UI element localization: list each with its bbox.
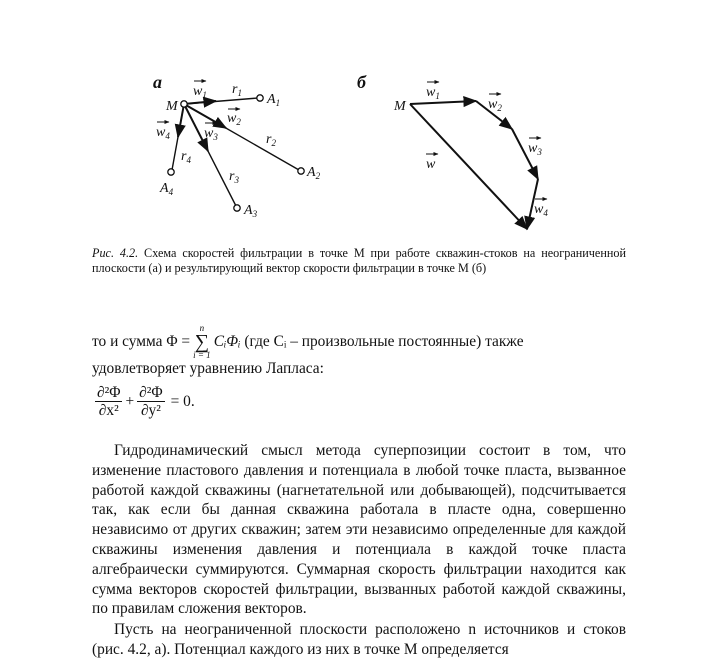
label-w1-b: $w_1$	[426, 85, 440, 101]
equation-rhs: = 0.	[170, 392, 195, 410]
frac2-numerator: ∂²Φ	[139, 384, 163, 401]
label-w4-b: $w_4$	[534, 202, 548, 218]
label-r4: $r_4$	[181, 149, 191, 165]
label-A2: $A_2$	[307, 165, 321, 181]
label-A3: $A_3$	[244, 203, 258, 219]
well-A1	[257, 95, 263, 101]
well-A4	[168, 169, 174, 175]
well-A2	[298, 168, 304, 174]
label-M-b: M	[394, 99, 406, 114]
panel-b	[357, 72, 548, 229]
paragraph-sources-sinks: Пусть на неограниченной плоскости расположено n источников и стоков (рис. 4.2, а). Потенциал каждого из них в точке M определяется	[92, 621, 626, 658]
label-w-b: w	[426, 157, 436, 172]
figure-4-2	[0, 0, 708, 240]
label-A1: $A_1$	[267, 92, 281, 108]
laplace-equation	[92, 384, 195, 419]
label-r3: $r_3$	[229, 169, 239, 185]
plus-sign: +	[125, 392, 135, 410]
label-A4: $A_4$	[160, 181, 174, 197]
frac2-denominator: ∂y²	[140, 402, 161, 419]
vector-w1	[184, 101, 216, 104]
panel-a-label: а	[153, 72, 162, 92]
label-w4: $w_4$	[156, 125, 170, 141]
label-w1: $w_1$	[193, 84, 207, 100]
figure-svg	[0, 0, 708, 240]
vector-w1-b	[410, 101, 476, 104]
laplace-intro: удовлетворяет уравнению Лапласа:	[92, 360, 324, 377]
caption-text: Схема скоростей фильтрации в точке M при работе скважин-стоков на неограниченной плоскости (а) и результирующий вектор скорости фильтрации в точке M (б)	[92, 246, 626, 275]
sigma-symbol: ∑	[194, 331, 210, 353]
point-M-a	[181, 101, 187, 107]
eq-after: (где Cᵢ – произвольные постоянные) также	[240, 333, 524, 350]
paragraph-superposition: Гидродинамический смысл метода суперпозиции состоит в том, что изменение пластового давления и потенциала в любой точке пласта, вызванное работой каждой скважины (нагнетательной или добывающей), подсчитывается так, как если бы данная скважина работала в пласте одна, совершенно независимо от других скважин; затем эти независимо определенные для каждой скважины изменения давления и потенциала в каждой точке пласта алгебраически суммируются. Суммарная скорость фильтрации находится как сумма векторов скоростей фильтрации, вызванных работой каждой скважины, по правилам сложения векторов.	[92, 442, 626, 618]
frac1-denominator: ∂x²	[98, 402, 119, 419]
label-w2: $w_2$	[227, 111, 241, 127]
label-w3: $w_3$	[204, 126, 218, 142]
eq-term: CᵢΦᵢ	[213, 333, 241, 350]
vector-w4	[178, 104, 184, 137]
sigma-top: n	[199, 323, 205, 333]
fraction-d2x	[95, 384, 122, 419]
label-M-a: M	[166, 99, 178, 114]
caption-label: Рис. 4.2.	[92, 246, 139, 260]
figure-caption	[92, 246, 626, 276]
sum-equation-line	[92, 324, 626, 360]
fraction-d2y	[137, 384, 164, 419]
sum-expression	[92, 324, 524, 360]
sigma-operator	[193, 324, 211, 360]
eq-before: то и сумма Φ =	[92, 333, 191, 350]
label-w2-b: $w_2$	[488, 97, 502, 113]
label-r1: $r_1$	[232, 82, 242, 98]
sigma-bottom: i = 1	[193, 350, 211, 360]
well-A3	[234, 205, 240, 211]
label-w3-b: $w_3$	[528, 141, 542, 157]
label-r2: $r_2$	[266, 132, 276, 148]
panel-b-label: б	[357, 72, 366, 92]
frac1-numerator: ∂²Φ	[97, 384, 121, 401]
panel-a	[153, 72, 321, 219]
